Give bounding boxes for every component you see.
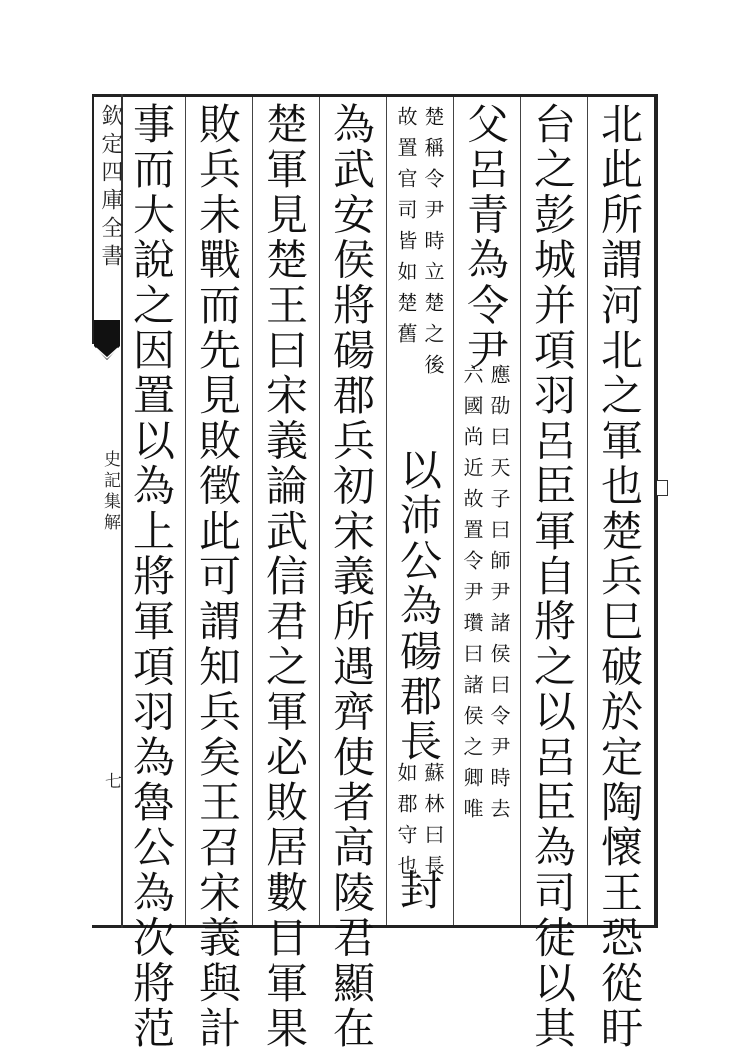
fishtail-mark-icon bbox=[94, 320, 120, 360]
column-divider bbox=[252, 97, 253, 925]
text-column-5: 為武安侯將碭郡兵初宋義所遇齊使者高陵君顯在 bbox=[327, 102, 376, 1051]
annotation-column-4a-left: 故置官司皆如楚舊 bbox=[394, 106, 418, 354]
frame-left-border bbox=[92, 94, 94, 344]
annotation-column-4a-right: 楚稱令尹時立楚之後 bbox=[421, 106, 445, 385]
text-column-7: 敗兵未戰而先見敗徵此可謂知兵矣王召宋義與計 bbox=[193, 102, 242, 1051]
margin-page-number: 七 bbox=[101, 772, 121, 789]
column-divider bbox=[520, 97, 521, 925]
column-divider bbox=[319, 97, 320, 925]
annotation-column-3-right: 應劭曰天子曰師尹諸侯曰令尹時去 bbox=[487, 364, 511, 829]
column-divider bbox=[386, 97, 387, 925]
text-column-6: 楚軍見楚王曰宋義論武信君之軍必敗居數日軍果 bbox=[260, 102, 309, 1051]
annotation-column-3-left: 六國尚近故置令尹瓚曰諸侯之卿唯 bbox=[460, 364, 484, 829]
text-column-2: 台之彭城并項羽呂臣軍自將之以呂臣為司徒以其 bbox=[528, 102, 577, 1051]
frame-right-border bbox=[654, 94, 658, 928]
column-divider bbox=[185, 97, 186, 925]
margin-book-title: 史記集解 bbox=[100, 450, 120, 534]
text-column-4-end: 封 bbox=[394, 868, 443, 914]
text-column-1: 北此所謂河北之軍也楚兵巳破於定陶懷王恐從盱 bbox=[595, 102, 644, 1051]
margin-collection-title: 欽定四庫全書 bbox=[98, 104, 123, 272]
annotation-column-4b-right: 蘇林曰長 bbox=[421, 762, 445, 886]
text-column-8: 事而大說之因置以為上將軍項羽為魯公為次將范 bbox=[127, 102, 176, 1051]
text-column-3-main: 父呂青為令尹 bbox=[461, 102, 510, 374]
text-column-4-main: 以沛公為碭郡長 bbox=[394, 448, 443, 765]
column-divider bbox=[587, 97, 588, 925]
column-divider bbox=[453, 97, 454, 925]
annotation-column-4b-left: 如郡守也 bbox=[394, 762, 418, 886]
frame-top-border bbox=[92, 94, 657, 97]
right-edge-tab bbox=[657, 480, 668, 496]
